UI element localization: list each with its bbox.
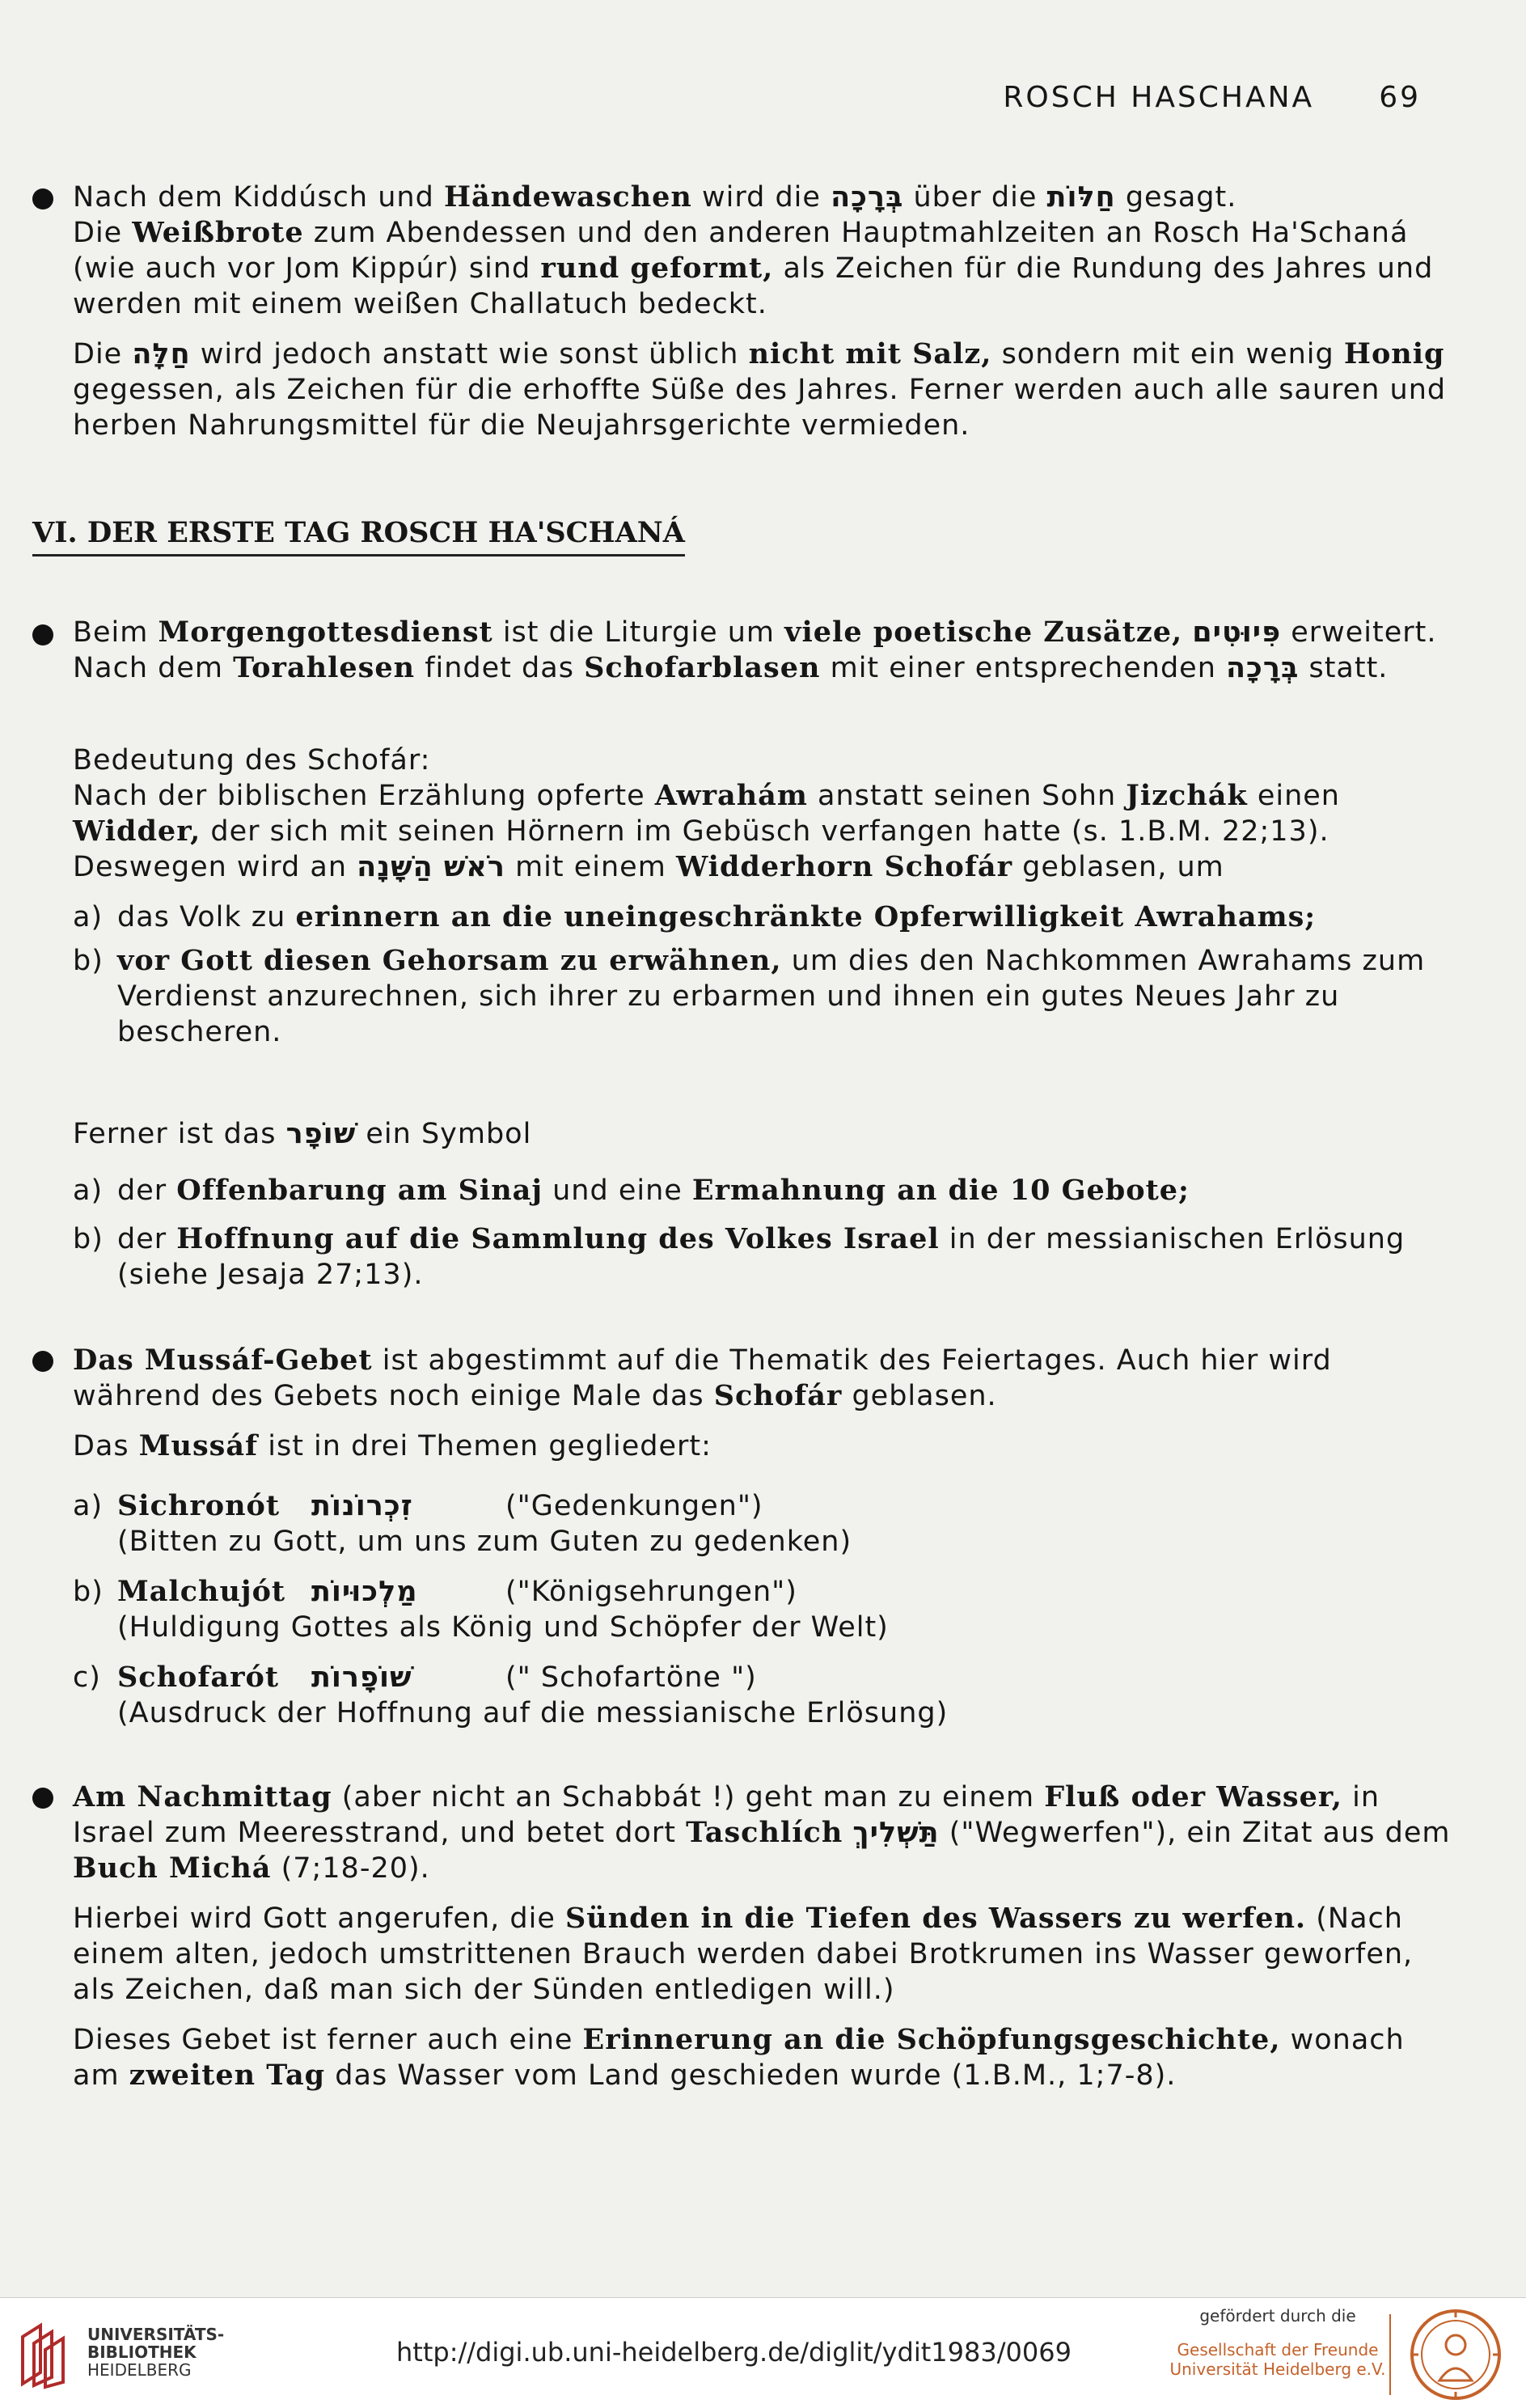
text: mit einer entsprechenden bbox=[820, 652, 1227, 684]
bold-term: Das Mussáf-Gebet bbox=[73, 1344, 373, 1377]
text: Beim bbox=[73, 616, 159, 649]
bold-term: viele poetische Zusätze, bbox=[784, 616, 1183, 649]
text: Nach der biblischen Erzählung opferte bbox=[73, 780, 655, 812]
text: (7;18-20). bbox=[271, 1852, 430, 1885]
text: wird jedoch anstatt wie sonst üblich bbox=[190, 338, 749, 370]
text: mit einem bbox=[505, 851, 676, 883]
hebrew-term: חַלָּה bbox=[132, 338, 191, 370]
section-shofar-meaning bbox=[73, 743, 1456, 1058]
list-label: c) bbox=[73, 1661, 101, 1694]
library-name-line: HEIDELBERG bbox=[87, 2360, 192, 2380]
text: Das bbox=[73, 1430, 139, 1462]
section-taschlich bbox=[73, 1780, 1456, 2108]
list-label: b) bbox=[73, 1576, 104, 1608]
paragraph bbox=[73, 1343, 1456, 1414]
text: geblasen, um bbox=[1012, 851, 1224, 883]
text: in Israel zum Meeresstrand, und betet dort bbox=[73, 1781, 1380, 1849]
text: geblasen. bbox=[842, 1380, 997, 1412]
bold-term: Schofarblasen bbox=[584, 651, 821, 684]
bold-term: Schofár bbox=[713, 1379, 843, 1412]
list-item bbox=[73, 899, 1456, 935]
bold-term: Sünden in die Tiefen des Wassers zu werfen. bbox=[564, 1902, 1307, 1935]
bold-term: Fluß oder Wasser, bbox=[1044, 1780, 1342, 1813]
text: der bbox=[117, 1223, 177, 1255]
bullet-icon bbox=[32, 624, 53, 645]
text: um dies den Nachkommen Awrahams zum Verdienst anzurechnen, sich ihrer zu erbarmen und ihnen ein gutes Neues Jahr zu bescheren. bbox=[117, 945, 1426, 1048]
list-label: a) bbox=[73, 1490, 104, 1522]
paragraph bbox=[73, 2022, 1456, 2093]
text: (Ausdruck der Hoffnung auf die messianische Erlösung) bbox=[117, 1697, 949, 1729]
paragraph bbox=[73, 1780, 1456, 1886]
list-label: a) bbox=[73, 901, 104, 933]
text: ist abgestimmt auf die Thematik des Feiertages. Auch hier wird während des Gebets noch einige Male das bbox=[73, 1344, 1332, 1412]
bold-term: Widder, bbox=[73, 815, 201, 848]
text: gesagt. bbox=[1115, 181, 1237, 214]
bold-term: Jizchák bbox=[1126, 779, 1248, 812]
text: Die bbox=[73, 217, 133, 249]
document-url-link[interactable]: http://digi.ub.uni-heidelberg.de/diglit/ydit1983/0069 bbox=[396, 2337, 1072, 2368]
section-mussaf bbox=[73, 1343, 1456, 1731]
section-shofar-symbol bbox=[73, 1116, 1456, 1301]
paragraph bbox=[73, 180, 1456, 322]
hebrew-term: רֹאשׁ הַשָּׁנָה bbox=[357, 851, 505, 883]
subheading: Bedeutung des Schofár: bbox=[73, 744, 431, 777]
bold-term: Buch Michá bbox=[73, 1851, 272, 1885]
university-library-logo-icon bbox=[16, 2321, 73, 2389]
text: ist die Liturgie um bbox=[492, 616, 785, 649]
text: wonach am bbox=[73, 2024, 1405, 2092]
sponsor-name bbox=[1156, 2340, 1399, 2379]
bold-term: Hoffnung auf die Sammlung des Volkes Israel bbox=[176, 1222, 940, 1255]
section-challot bbox=[73, 180, 1456, 458]
text: erweitert. Nach dem bbox=[73, 616, 1437, 684]
section-heading: VI. DER ERSTE TAG ROSCH HA'SCHANÁ bbox=[32, 516, 685, 557]
library-name-line: UNIVERSITÄTS- bbox=[87, 2325, 225, 2344]
running-title: ROSCH HASCHANA bbox=[1003, 81, 1315, 114]
text: und eine bbox=[542, 1174, 692, 1207]
list-item bbox=[73, 943, 1456, 1050]
text: einen bbox=[1247, 780, 1340, 812]
mussaf-item bbox=[73, 1488, 1456, 1559]
text: ("Königsehrungen") bbox=[505, 1576, 797, 1608]
text: (Bitten zu Gott, um uns zum Guten zu gedenken) bbox=[117, 1526, 852, 1558]
text: ein Symbol bbox=[356, 1118, 532, 1150]
bold-term: Schofarót bbox=[117, 1661, 280, 1694]
text: ist in drei Themen gegliedert: bbox=[258, 1430, 712, 1462]
text: in der messianischen Erlösung (siehe Jesaja 27;13). bbox=[117, 1223, 1406, 1291]
bold-term: Offenbarung am Sinaj bbox=[176, 1174, 543, 1207]
text: Nach dem Kiddúsch und bbox=[73, 181, 444, 214]
text: statt. bbox=[1308, 652, 1389, 684]
text: Ferner ist das bbox=[73, 1118, 286, 1150]
sponsor-label: gefördert durch die bbox=[1199, 2306, 1356, 2325]
list-label: b) bbox=[73, 1223, 104, 1255]
list-item bbox=[73, 1221, 1456, 1293]
text: Dieses Gebet ist ferner auch eine bbox=[73, 2024, 583, 2056]
paragraph bbox=[73, 336, 1456, 443]
text: zum Abendessen und den anderen Hauptmahlzeiten an Rosch Ha'Schaná (wie auch vor Jom Kippúr) sind bbox=[73, 217, 1409, 285]
hebrew-term: שׁוֹפָרוֹת bbox=[311, 1661, 412, 1694]
library-name-line: BIBLIOTHEK bbox=[87, 2342, 197, 2362]
text: Deswegen wird an bbox=[73, 851, 357, 883]
text: Die bbox=[73, 338, 133, 370]
section-morning-service bbox=[73, 615, 1456, 700]
paragraph bbox=[73, 615, 1456, 686]
hebrew-term: פִּיוּטִים bbox=[1192, 616, 1282, 649]
text: anstatt seinen Sohn bbox=[807, 780, 1127, 812]
text: sondern mit ein wenig bbox=[991, 338, 1344, 370]
hebrew-term: תַּשְׁלִיךְ bbox=[852, 1817, 940, 1849]
hebrew-term: חַלּוֹת bbox=[1046, 181, 1116, 214]
paragraph bbox=[73, 1901, 1456, 2008]
bold-term: Händewaschen bbox=[443, 180, 692, 214]
hebrew-term: זִכְרוֹנוֹת bbox=[311, 1490, 413, 1522]
bold-term: rund geformt, bbox=[540, 252, 774, 285]
text: findet das bbox=[415, 652, 585, 684]
hebrew-term: בְּרָכָה bbox=[831, 181, 904, 214]
bold-term: Ermahnung an die 10 Gebote; bbox=[691, 1174, 1190, 1207]
sponsor-name-line: Gesellschaft der Freunde bbox=[1177, 2340, 1379, 2359]
sponsor-block bbox=[1156, 2306, 1399, 2379]
hebrew-term: בְּרָכָה bbox=[1226, 652, 1300, 684]
sponsor-name-line: Universität Heidelberg e.V. bbox=[1169, 2359, 1386, 2379]
list-item bbox=[73, 1173, 1456, 1208]
bold-term: Malchujót bbox=[117, 1575, 286, 1608]
bold-term: Sichronót bbox=[117, 1489, 281, 1522]
bold-term: Morgengottesdienst bbox=[158, 616, 493, 649]
text: der bbox=[117, 1174, 177, 1207]
bold-term: Erinnerung an die Schöpfungsgeschichte, bbox=[582, 2023, 1281, 2056]
bold-term: nicht mit Salz, bbox=[748, 337, 992, 370]
text: der sich mit seinen Hörnern im Gebüsch verfangen hatte (s. 1.B.M. 22;13). bbox=[201, 815, 1329, 848]
list-label: b) bbox=[73, 945, 104, 977]
text: (Nach einem alten, jedoch umstrittenen Brauch werden dabei Brotkrumen ins Wasser geworfen, als Zeichen, daß man sich der Sünden entledigen will.) bbox=[73, 1902, 1414, 2006]
bold-term: vor Gott diesen Gehorsam zu erwähnen, bbox=[117, 944, 782, 977]
bold-term: Widderhorn Schofár bbox=[675, 850, 1013, 883]
bullet-icon bbox=[32, 1351, 53, 1372]
text: ("Wegwerfen"), ein Zitat aus dem bbox=[939, 1817, 1451, 1849]
mussaf-item bbox=[73, 1574, 1456, 1645]
divider bbox=[1389, 2314, 1391, 2395]
text: wird die bbox=[691, 181, 831, 214]
bold-term: Taschlích bbox=[686, 1816, 843, 1849]
list-label: a) bbox=[73, 1174, 104, 1207]
running-header bbox=[1003, 81, 1421, 114]
bullet-icon bbox=[32, 1788, 53, 1809]
bullet-icon bbox=[32, 188, 53, 209]
text: als Zeichen für die Rundung des Jahres und werden mit einem weißen Challatuch bedeckt. bbox=[73, 252, 1434, 320]
hebrew-term: מַלְכוּיוֹת bbox=[311, 1576, 418, 1608]
text: über die bbox=[903, 181, 1047, 214]
page-number: 69 bbox=[1379, 81, 1421, 114]
bold-term: Am Nachmittag bbox=[73, 1780, 332, 1813]
text: (Huldigung Gottes als König und Schöpfer der Welt) bbox=[117, 1611, 889, 1644]
library-name bbox=[87, 2325, 224, 2379]
text: das Wasser vom Land geschieden wurde (1.B.M., 1;7-8). bbox=[325, 2059, 1177, 2092]
hebrew-term: שׁוֹפָר bbox=[285, 1118, 357, 1150]
footer-bar bbox=[0, 2297, 1526, 2408]
bold-term: Torahlesen bbox=[233, 651, 416, 684]
bold-term: zweiten Tag bbox=[129, 2059, 326, 2092]
text: (aber nicht an Schabbát !) geht man zu einem bbox=[332, 1781, 1045, 1813]
text: ("Gedenkungen") bbox=[505, 1490, 763, 1522]
text: das Volk zu bbox=[117, 901, 296, 933]
bold-term: Honig bbox=[1343, 337, 1445, 370]
text: gegessen, als Zeichen für die erhoffte Süße des Jahres. Ferner werden auch alle sauren und herben Nahrungsmittel für die Neujahrsgerichte vermieden. bbox=[73, 374, 1447, 442]
text: (" Schofartöne ") bbox=[505, 1661, 757, 1694]
bold-term: Mussáf bbox=[138, 1429, 259, 1462]
bold-term: Awrahám bbox=[654, 779, 808, 812]
text: Hierbei wird Gott angerufen, die bbox=[73, 1902, 565, 1935]
mussaf-item bbox=[73, 1660, 1456, 1731]
paragraph bbox=[73, 1116, 1456, 1152]
bold-term: erinnern an die uneingeschränkte Opferwilligkeit Awrahams; bbox=[295, 900, 1317, 933]
paragraph bbox=[73, 1428, 1456, 1464]
university-seal-icon bbox=[1407, 2306, 1504, 2403]
paragraph bbox=[73, 743, 1456, 885]
bold-term: Weißbrote bbox=[132, 216, 304, 249]
